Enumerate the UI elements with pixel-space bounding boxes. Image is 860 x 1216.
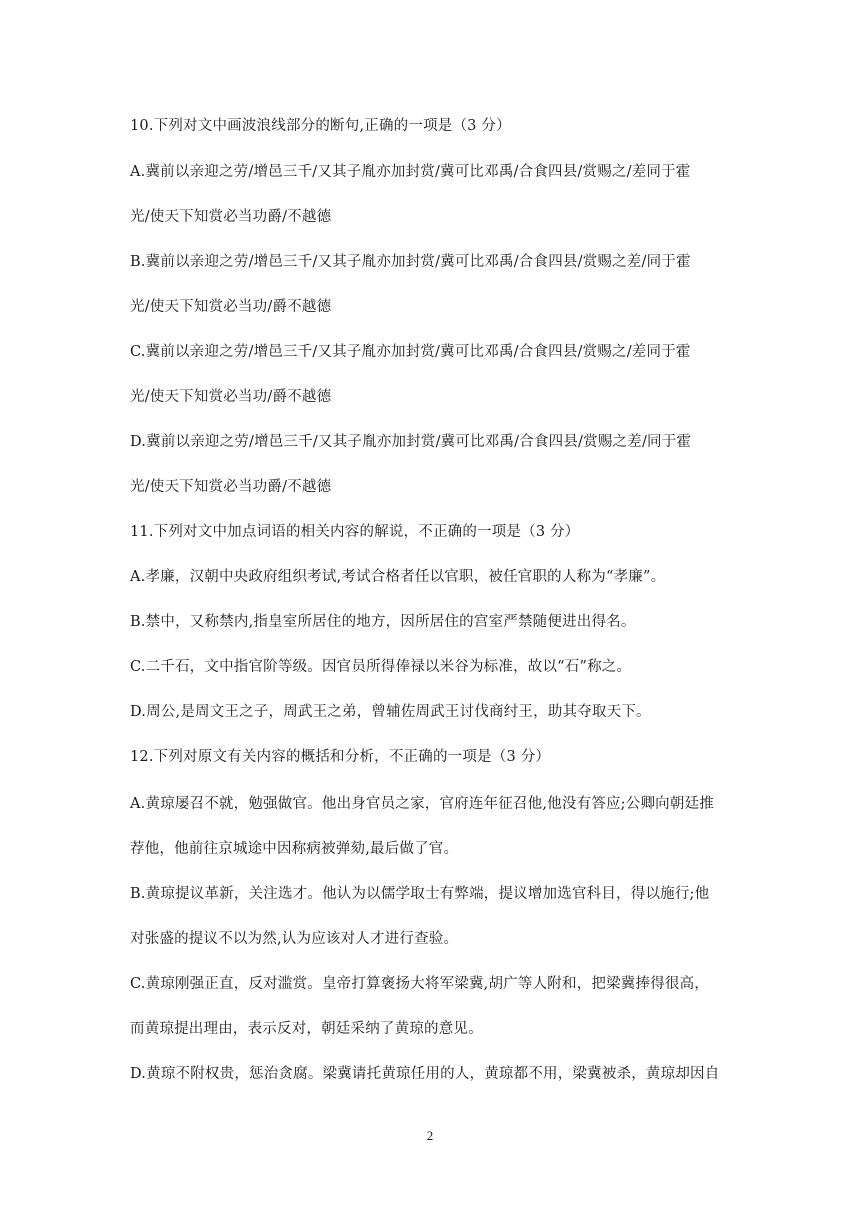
option-11c: C.二千石，文中指官阶等级。因官员所得俸禄以米谷为标准，故以“石”称之。 [130,659,632,675]
option-10a-line-2: 光/使天下知赏必当功爵/不越德 [130,209,332,225]
option-10d-line-1: D.冀前以亲迎之劳/增邑三千/又其子胤亦加封赏/冀可比邓禹/合食四县/赏赐之差/同于霍 [130,434,692,450]
option-10c-line-1: C.冀前以亲迎之劳/增邑三千/又其子胤亦加封赏/冀可比邓禹/合食四县/赏赐之/差同于霍 [130,344,691,360]
question-10-stem: 10.下列对文中画波浪线部分的断句,正确的一项是（3 分） [130,118,511,134]
option-12b-line-2: 对张盛的提议不以为然,认为应该对人才进行查验。 [130,931,459,947]
option-12a-line-2: 荐他，他前往京城途中因称病被弹劾,最后做了官。 [130,841,459,857]
page-number: 2 [426,1128,434,1143]
option-12d-line-1: D.黄琼不附权贵，惩治贪腐。梁冀请托黄琼任用的人，黄琼都不用，梁冀被杀，黄琼却因自 [130,1066,720,1082]
option-10b-line-1: B.冀前以亲迎之劳/增邑三千/又其子胤亦加封赏/冀可比邓禹/合食四县/赏赐之差/同于霍 [130,254,691,270]
option-11d: D.周公,是周文王之子，周武王之弟，曾辅佐周武王讨伐商纣王，助其夺取天下。 [130,704,651,720]
option-12b-line-1: B.黄琼提议革新，关注选才。他认为以儒学取士有弊端，提议增加选官科目，得以施行;他 [130,886,710,902]
option-12c-line-2: 而黄琼提出理由，表示反对，朝廷采纳了黄琼的意见。 [130,1021,483,1037]
option-11b: B.禁中，又称禁内,指皇室所居住的地方，因所居住的宫室严禁随便进出得名。 [130,614,636,630]
option-10d-line-2: 光/使天下知赏必当功爵/不越德 [130,479,332,495]
option-12c-line-1: C.黄琼刚强正直，反对滥赏。皇帝打算褒扬大将军梁冀,胡广等人附和，把梁冀捧得很高， [130,976,709,992]
option-11a: A.孝廉，汉朝中央政府组织考试,考试合格者任以官职，被任官职的人称为“孝廉”。 [130,569,666,585]
question-11-stem: 11.下列对文中加点词语的相关内容的解说，不正确的一项是（3 分） [130,524,580,540]
question-12-stem: 12.下列对原文有关内容的概括和分析，不正确的一项是（3 分） [130,749,551,765]
option-12a-line-1: A.黄琼屡召不就，勉强做官。他出身官员之家，官府连年征召他,他没有答应;公卿向朝廷推 [130,796,714,812]
option-10c-line-2: 光/使天下知赏必当功/爵不越德 [130,389,332,405]
option-10b-line-2: 光/使天下知赏必当功/爵不越德 [130,299,332,315]
option-10a-line-1: A.冀前以亲迎之劳/增邑三千/又其子胤亦加封赏/冀可比邓禹/合食四县/赏赐之/差同于霍 [130,164,691,180]
